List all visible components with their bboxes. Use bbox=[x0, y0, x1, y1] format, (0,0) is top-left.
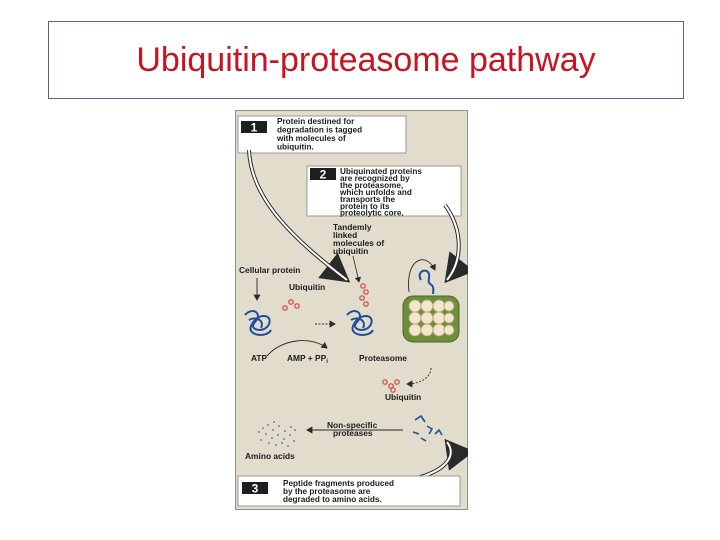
step-3-line: degraded to amino acids. bbox=[283, 495, 382, 504]
step-number: 2 bbox=[319, 167, 327, 182]
nonspecific-proteases-label: Non-specific bbox=[327, 420, 378, 430]
step-1-line: degradation is tagged bbox=[277, 125, 363, 135]
tandem-line: Tandemly bbox=[333, 222, 372, 232]
amp-label: AMP + $PP_i$ bbox=[287, 353, 328, 365]
step-1-line: Protein destined for bbox=[277, 117, 355, 126]
ubiquitin-top-label: Ubiquitin bbox=[289, 282, 326, 292]
ubiquitin-bottom-label: Ubiquitin bbox=[385, 392, 422, 402]
step-1-box bbox=[238, 116, 406, 153]
amino-acids-label: Amino acids bbox=[245, 451, 295, 461]
slide-title: Ubiquitin-proteasome pathway bbox=[136, 40, 596, 79]
step-1-line: ubiquitin. bbox=[277, 142, 314, 152]
tandem-line: linked bbox=[333, 230, 358, 240]
pathway-figure bbox=[235, 110, 468, 510]
proteasome-label: Proteasome bbox=[359, 353, 407, 363]
step-2-line: proteolytic core. bbox=[340, 208, 404, 218]
tandem-line: ubiquitin bbox=[333, 246, 369, 256]
step-2-line: the proteasome, bbox=[340, 181, 404, 190]
nonspecific-proteases-label: proteases bbox=[333, 428, 373, 438]
cellular-protein-label: Cellular protein bbox=[239, 265, 301, 275]
step-2-line: transports the bbox=[340, 195, 396, 204]
step-2-line: Ubiquinated proteins bbox=[340, 167, 422, 176]
step-2-line: are recognized by bbox=[340, 174, 410, 183]
step-2-line: which unfolds and bbox=[340, 188, 412, 197]
step-3-box bbox=[238, 476, 460, 506]
step-number: 1 bbox=[250, 120, 258, 135]
title-box bbox=[48, 21, 684, 99]
step-2-box bbox=[307, 166, 461, 218]
step-number: 3 bbox=[251, 481, 259, 496]
pathway-diagram bbox=[235, 110, 468, 510]
step-2-line: protein to its bbox=[340, 202, 390, 211]
atp-label: ATP bbox=[251, 353, 268, 363]
step-1-line: with molecules of bbox=[277, 134, 346, 143]
tandem-line: molecules of bbox=[333, 238, 385, 248]
step-3-line: Peptide fragments produced bbox=[283, 479, 395, 488]
step-3-line: by the proteasome are bbox=[283, 487, 371, 496]
